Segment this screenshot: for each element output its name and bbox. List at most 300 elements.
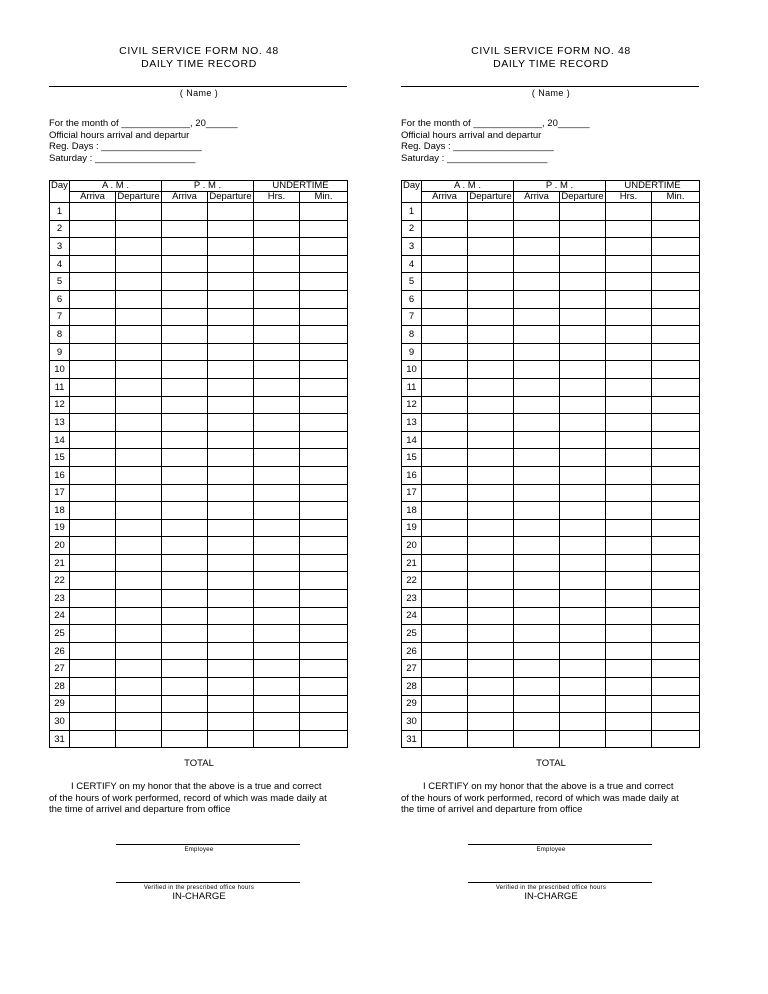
undertime-hrs-cell[interactable] — [254, 255, 300, 273]
undertime-min-cell[interactable] — [300, 326, 348, 344]
am-departure-cell[interactable] — [116, 695, 162, 713]
pm-arrival-cell[interactable] — [514, 502, 560, 520]
pm-departure-cell[interactable] — [208, 290, 254, 308]
pm-departure-cell[interactable] — [208, 326, 254, 344]
am-departure-cell[interactable] — [468, 484, 514, 502]
pm-arrival-cell[interactable] — [514, 326, 560, 344]
am-departure-cell[interactable] — [468, 203, 514, 221]
am-departure-cell[interactable] — [116, 361, 162, 379]
pm-departure-cell[interactable] — [560, 414, 606, 432]
am-arrival-cell[interactable] — [422, 554, 468, 572]
undertime-min-cell[interactable] — [300, 537, 348, 555]
name-line[interactable] — [401, 86, 699, 87]
pm-departure-cell[interactable] — [560, 466, 606, 484]
undertime-hrs-cell[interactable] — [606, 308, 652, 326]
am-arrival-cell[interactable] — [70, 713, 116, 731]
undertime-min-cell[interactable] — [300, 203, 348, 221]
pm-arrival-cell[interactable] — [514, 378, 560, 396]
am-arrival-cell[interactable] — [422, 326, 468, 344]
am-departure-cell[interactable] — [468, 695, 514, 713]
pm-arrival-cell[interactable] — [162, 502, 208, 520]
pm-arrival-cell[interactable] — [514, 713, 560, 731]
pm-departure-cell[interactable] — [208, 255, 254, 273]
am-departure-cell[interactable] — [468, 642, 514, 660]
pm-arrival-cell[interactable] — [162, 678, 208, 696]
undertime-min-cell[interactable] — [652, 554, 700, 572]
pm-arrival-cell[interactable] — [162, 660, 208, 678]
am-departure-cell[interactable] — [116, 343, 162, 361]
pm-departure-cell[interactable] — [208, 273, 254, 291]
am-arrival-cell[interactable] — [70, 572, 116, 590]
pm-departure-cell[interactable] — [560, 519, 606, 537]
undertime-min-cell[interactable] — [300, 449, 348, 467]
pm-departure-cell[interactable] — [208, 695, 254, 713]
am-departure-cell[interactable] — [116, 678, 162, 696]
pm-departure-cell[interactable] — [560, 695, 606, 713]
pm-arrival-cell[interactable] — [162, 238, 208, 256]
undertime-min-cell[interactable] — [652, 607, 700, 625]
undertime-min-cell[interactable] — [300, 238, 348, 256]
am-arrival-cell[interactable] — [422, 590, 468, 608]
pm-arrival-cell[interactable] — [514, 537, 560, 555]
pm-departure-cell[interactable] — [208, 642, 254, 660]
undertime-hrs-cell[interactable] — [606, 361, 652, 379]
undertime-min-cell[interactable] — [652, 361, 700, 379]
am-arrival-cell[interactable] — [70, 519, 116, 537]
undertime-min-cell[interactable] — [652, 255, 700, 273]
pm-arrival-cell[interactable] — [514, 220, 560, 238]
undertime-hrs-cell[interactable] — [606, 607, 652, 625]
pm-arrival-cell[interactable] — [162, 554, 208, 572]
undertime-min-cell[interactable] — [652, 642, 700, 660]
am-arrival-cell[interactable] — [70, 238, 116, 256]
am-arrival-cell[interactable] — [70, 290, 116, 308]
undertime-min-cell[interactable] — [300, 554, 348, 572]
am-arrival-cell[interactable] — [422, 484, 468, 502]
undertime-min-cell[interactable] — [652, 396, 700, 414]
pm-departure-cell[interactable] — [560, 572, 606, 590]
undertime-min-cell[interactable] — [300, 290, 348, 308]
am-arrival-cell[interactable] — [70, 678, 116, 696]
pm-departure-cell[interactable] — [208, 519, 254, 537]
am-departure-cell[interactable] — [116, 220, 162, 238]
undertime-hrs-cell[interactable] — [254, 273, 300, 291]
undertime-hrs-cell[interactable] — [254, 713, 300, 731]
undertime-min-cell[interactable] — [300, 343, 348, 361]
undertime-hrs-cell[interactable] — [254, 220, 300, 238]
undertime-hrs-cell[interactable] — [606, 625, 652, 643]
pm-arrival-cell[interactable] — [514, 607, 560, 625]
undertime-min-cell[interactable] — [652, 343, 700, 361]
undertime-min-cell[interactable] — [652, 537, 700, 555]
undertime-hrs-cell[interactable] — [606, 396, 652, 414]
am-arrival-cell[interactable] — [70, 484, 116, 502]
am-arrival-cell[interactable] — [422, 730, 468, 748]
am-departure-cell[interactable] — [468, 343, 514, 361]
am-departure-cell[interactable] — [116, 484, 162, 502]
pm-departure-cell[interactable] — [560, 396, 606, 414]
undertime-hrs-cell[interactable] — [606, 203, 652, 221]
undertime-hrs-cell[interactable] — [254, 343, 300, 361]
undertime-hrs-cell[interactable] — [254, 607, 300, 625]
am-arrival-cell[interactable] — [422, 466, 468, 484]
undertime-min-cell[interactable] — [300, 431, 348, 449]
am-departure-cell[interactable] — [468, 255, 514, 273]
am-departure-cell[interactable] — [116, 396, 162, 414]
am-arrival-cell[interactable] — [422, 396, 468, 414]
pm-departure-cell[interactable] — [560, 660, 606, 678]
undertime-hrs-cell[interactable] — [254, 449, 300, 467]
am-arrival-cell[interactable] — [70, 255, 116, 273]
undertime-min-cell[interactable] — [652, 326, 700, 344]
pm-arrival-cell[interactable] — [162, 361, 208, 379]
pm-departure-cell[interactable] — [208, 414, 254, 432]
name-line[interactable] — [49, 86, 347, 87]
am-arrival-cell[interactable] — [422, 414, 468, 432]
undertime-hrs-cell[interactable] — [254, 238, 300, 256]
pm-arrival-cell[interactable] — [162, 695, 208, 713]
pm-arrival-cell[interactable] — [514, 678, 560, 696]
am-departure-cell[interactable] — [116, 466, 162, 484]
pm-arrival-cell[interactable] — [514, 361, 560, 379]
am-departure-cell[interactable] — [468, 625, 514, 643]
am-departure-cell[interactable] — [468, 449, 514, 467]
pm-departure-cell[interactable] — [560, 220, 606, 238]
pm-arrival-cell[interactable] — [514, 203, 560, 221]
undertime-min-cell[interactable] — [300, 378, 348, 396]
am-departure-cell[interactable] — [468, 537, 514, 555]
pm-departure-cell[interactable] — [560, 203, 606, 221]
am-departure-cell[interactable] — [468, 308, 514, 326]
am-departure-cell[interactable] — [116, 203, 162, 221]
pm-arrival-cell[interactable] — [162, 414, 208, 432]
pm-departure-cell[interactable] — [560, 361, 606, 379]
undertime-hrs-cell[interactable] — [254, 396, 300, 414]
pm-departure-cell[interactable] — [208, 308, 254, 326]
undertime-hrs-cell[interactable] — [606, 660, 652, 678]
pm-departure-cell[interactable] — [208, 607, 254, 625]
pm-arrival-cell[interactable] — [162, 326, 208, 344]
pm-departure-cell[interactable] — [208, 590, 254, 608]
am-arrival-cell[interactable] — [422, 290, 468, 308]
am-departure-cell[interactable] — [116, 308, 162, 326]
pm-departure-cell[interactable] — [560, 502, 606, 520]
am-arrival-cell[interactable] — [70, 378, 116, 396]
pm-arrival-cell[interactable] — [514, 396, 560, 414]
undertime-min-cell[interactable] — [300, 220, 348, 238]
pm-departure-cell[interactable] — [208, 203, 254, 221]
undertime-min-cell[interactable] — [652, 519, 700, 537]
am-departure-cell[interactable] — [116, 554, 162, 572]
am-departure-cell[interactable] — [468, 238, 514, 256]
pm-departure-cell[interactable] — [208, 678, 254, 696]
pm-arrival-cell[interactable] — [514, 449, 560, 467]
undertime-min-cell[interactable] — [652, 449, 700, 467]
pm-departure-cell[interactable] — [208, 554, 254, 572]
undertime-hrs-cell[interactable] — [606, 484, 652, 502]
am-arrival-cell[interactable] — [422, 502, 468, 520]
am-arrival-cell[interactable] — [422, 660, 468, 678]
am-departure-cell[interactable] — [116, 642, 162, 660]
am-arrival-cell[interactable] — [70, 642, 116, 660]
am-departure-cell[interactable] — [468, 660, 514, 678]
pm-departure-cell[interactable] — [208, 572, 254, 590]
undertime-hrs-cell[interactable] — [254, 554, 300, 572]
am-departure-cell[interactable] — [116, 290, 162, 308]
undertime-min-cell[interactable] — [652, 590, 700, 608]
pm-arrival-cell[interactable] — [162, 273, 208, 291]
am-arrival-cell[interactable] — [422, 695, 468, 713]
pm-departure-cell[interactable] — [560, 554, 606, 572]
pm-departure-cell[interactable] — [208, 449, 254, 467]
undertime-hrs-cell[interactable] — [606, 678, 652, 696]
undertime-min-cell[interactable] — [652, 484, 700, 502]
am-arrival-cell[interactable] — [422, 220, 468, 238]
am-departure-cell[interactable] — [468, 572, 514, 590]
am-arrival-cell[interactable] — [422, 203, 468, 221]
undertime-hrs-cell[interactable] — [606, 326, 652, 344]
am-arrival-cell[interactable] — [422, 343, 468, 361]
am-departure-cell[interactable] — [116, 625, 162, 643]
undertime-min-cell[interactable] — [300, 396, 348, 414]
undertime-min-cell[interactable] — [300, 625, 348, 643]
pm-departure-cell[interactable] — [208, 238, 254, 256]
am-departure-cell[interactable] — [116, 660, 162, 678]
pm-arrival-cell[interactable] — [514, 343, 560, 361]
am-arrival-cell[interactable] — [70, 607, 116, 625]
am-departure-cell[interactable] — [116, 519, 162, 537]
undertime-min-cell[interactable] — [300, 484, 348, 502]
undertime-min-cell[interactable] — [300, 713, 348, 731]
undertime-min-cell[interactable] — [652, 414, 700, 432]
pm-arrival-cell[interactable] — [514, 466, 560, 484]
undertime-hrs-cell[interactable] — [254, 642, 300, 660]
pm-arrival-cell[interactable] — [162, 290, 208, 308]
undertime-min-cell[interactable] — [300, 466, 348, 484]
am-departure-cell[interactable] — [116, 378, 162, 396]
undertime-min-cell[interactable] — [300, 607, 348, 625]
pm-arrival-cell[interactable] — [162, 308, 208, 326]
pm-departure-cell[interactable] — [208, 396, 254, 414]
pm-departure-cell[interactable] — [560, 484, 606, 502]
am-departure-cell[interactable] — [468, 414, 514, 432]
am-arrival-cell[interactable] — [70, 695, 116, 713]
undertime-min-cell[interactable] — [652, 308, 700, 326]
pm-departure-cell[interactable] — [560, 642, 606, 660]
am-departure-cell[interactable] — [468, 466, 514, 484]
am-arrival-cell[interactable] — [422, 361, 468, 379]
am-departure-cell[interactable] — [468, 502, 514, 520]
undertime-hrs-cell[interactable] — [606, 431, 652, 449]
am-departure-cell[interactable] — [116, 502, 162, 520]
undertime-min-cell[interactable] — [652, 713, 700, 731]
am-departure-cell[interactable] — [116, 572, 162, 590]
am-arrival-cell[interactable] — [70, 449, 116, 467]
undertime-hrs-cell[interactable] — [254, 431, 300, 449]
pm-arrival-cell[interactable] — [162, 625, 208, 643]
am-departure-cell[interactable] — [468, 378, 514, 396]
undertime-min-cell[interactable] — [300, 642, 348, 660]
pm-departure-cell[interactable] — [560, 590, 606, 608]
am-arrival-cell[interactable] — [422, 431, 468, 449]
pm-departure-cell[interactable] — [208, 361, 254, 379]
undertime-min-cell[interactable] — [652, 203, 700, 221]
am-departure-cell[interactable] — [116, 255, 162, 273]
undertime-hrs-cell[interactable] — [606, 519, 652, 537]
undertime-hrs-cell[interactable] — [254, 326, 300, 344]
pm-arrival-cell[interactable] — [514, 431, 560, 449]
pm-departure-cell[interactable] — [560, 343, 606, 361]
am-departure-cell[interactable] — [468, 590, 514, 608]
am-arrival-cell[interactable] — [70, 203, 116, 221]
undertime-min-cell[interactable] — [300, 273, 348, 291]
undertime-hrs-cell[interactable] — [606, 414, 652, 432]
undertime-hrs-cell[interactable] — [254, 290, 300, 308]
pm-arrival-cell[interactable] — [514, 484, 560, 502]
undertime-min-cell[interactable] — [300, 308, 348, 326]
pm-departure-cell[interactable] — [560, 625, 606, 643]
am-arrival-cell[interactable] — [70, 361, 116, 379]
undertime-hrs-cell[interactable] — [606, 537, 652, 555]
am-arrival-cell[interactable] — [70, 537, 116, 555]
undertime-min-cell[interactable] — [652, 238, 700, 256]
pm-arrival-cell[interactable] — [514, 414, 560, 432]
undertime-min-cell[interactable] — [652, 502, 700, 520]
am-arrival-cell[interactable] — [70, 431, 116, 449]
undertime-min-cell[interactable] — [652, 660, 700, 678]
pm-arrival-cell[interactable] — [162, 343, 208, 361]
pm-arrival-cell[interactable] — [514, 290, 560, 308]
pm-arrival-cell[interactable] — [514, 625, 560, 643]
undertime-hrs-cell[interactable] — [606, 572, 652, 590]
pm-departure-cell[interactable] — [560, 607, 606, 625]
pm-arrival-cell[interactable] — [162, 642, 208, 660]
am-departure-cell[interactable] — [116, 273, 162, 291]
undertime-hrs-cell[interactable] — [606, 695, 652, 713]
pm-departure-cell[interactable] — [208, 713, 254, 731]
am-departure-cell[interactable] — [116, 238, 162, 256]
undertime-hrs-cell[interactable] — [254, 378, 300, 396]
am-departure-cell[interactable] — [116, 607, 162, 625]
pm-arrival-cell[interactable] — [514, 572, 560, 590]
undertime-min-cell[interactable] — [652, 730, 700, 748]
undertime-hrs-cell[interactable] — [254, 414, 300, 432]
am-arrival-cell[interactable] — [70, 273, 116, 291]
undertime-hrs-cell[interactable] — [606, 730, 652, 748]
undertime-min-cell[interactable] — [300, 572, 348, 590]
undertime-min-cell[interactable] — [300, 695, 348, 713]
undertime-hrs-cell[interactable] — [606, 238, 652, 256]
pm-departure-cell[interactable] — [208, 730, 254, 748]
undertime-min-cell[interactable] — [652, 290, 700, 308]
am-departure-cell[interactable] — [468, 730, 514, 748]
undertime-hrs-cell[interactable] — [254, 730, 300, 748]
am-arrival-cell[interactable] — [70, 466, 116, 484]
pm-departure-cell[interactable] — [560, 326, 606, 344]
undertime-hrs-cell[interactable] — [606, 466, 652, 484]
undertime-hrs-cell[interactable] — [254, 572, 300, 590]
undertime-hrs-cell[interactable] — [606, 642, 652, 660]
pm-arrival-cell[interactable] — [514, 660, 560, 678]
pm-departure-cell[interactable] — [560, 713, 606, 731]
undertime-hrs-cell[interactable] — [254, 519, 300, 537]
pm-departure-cell[interactable] — [560, 273, 606, 291]
am-departure-cell[interactable] — [468, 431, 514, 449]
undertime-hrs-cell[interactable] — [606, 502, 652, 520]
pm-arrival-cell[interactable] — [162, 572, 208, 590]
employee-signature-line[interactable] — [468, 844, 652, 845]
pm-departure-cell[interactable] — [560, 431, 606, 449]
am-arrival-cell[interactable] — [422, 308, 468, 326]
am-departure-cell[interactable] — [116, 590, 162, 608]
undertime-min-cell[interactable] — [652, 220, 700, 238]
pm-departure-cell[interactable] — [560, 378, 606, 396]
am-departure-cell[interactable] — [468, 519, 514, 537]
pm-departure-cell[interactable] — [560, 308, 606, 326]
am-arrival-cell[interactable] — [422, 607, 468, 625]
pm-departure-cell[interactable] — [208, 466, 254, 484]
pm-departure-cell[interactable] — [560, 678, 606, 696]
am-arrival-cell[interactable] — [70, 308, 116, 326]
pm-arrival-cell[interactable] — [514, 642, 560, 660]
undertime-min-cell[interactable] — [300, 519, 348, 537]
undertime-min-cell[interactable] — [300, 502, 348, 520]
employee-signature-line[interactable] — [116, 844, 300, 845]
am-arrival-cell[interactable] — [70, 554, 116, 572]
am-departure-cell[interactable] — [116, 730, 162, 748]
am-departure-cell[interactable] — [468, 678, 514, 696]
undertime-hrs-cell[interactable] — [254, 590, 300, 608]
pm-arrival-cell[interactable] — [162, 255, 208, 273]
undertime-hrs-cell[interactable] — [254, 660, 300, 678]
am-departure-cell[interactable] — [468, 361, 514, 379]
pm-arrival-cell[interactable] — [514, 238, 560, 256]
am-arrival-cell[interactable] — [422, 713, 468, 731]
am-arrival-cell[interactable] — [70, 220, 116, 238]
undertime-min-cell[interactable] — [652, 572, 700, 590]
am-departure-cell[interactable] — [116, 449, 162, 467]
pm-arrival-cell[interactable] — [514, 273, 560, 291]
am-arrival-cell[interactable] — [422, 642, 468, 660]
pm-arrival-cell[interactable] — [162, 378, 208, 396]
pm-arrival-cell[interactable] — [514, 590, 560, 608]
pm-departure-cell[interactable] — [560, 537, 606, 555]
undertime-hrs-cell[interactable] — [254, 308, 300, 326]
pm-departure-cell[interactable] — [560, 238, 606, 256]
pm-departure-cell[interactable] — [208, 431, 254, 449]
undertime-hrs-cell[interactable] — [254, 361, 300, 379]
pm-arrival-cell[interactable] — [162, 203, 208, 221]
undertime-hrs-cell[interactable] — [606, 255, 652, 273]
undertime-hrs-cell[interactable] — [254, 625, 300, 643]
am-arrival-cell[interactable] — [422, 519, 468, 537]
pm-departure-cell[interactable] — [208, 502, 254, 520]
undertime-hrs-cell[interactable] — [606, 590, 652, 608]
pm-arrival-cell[interactable] — [162, 607, 208, 625]
am-arrival-cell[interactable] — [422, 449, 468, 467]
pm-departure-cell[interactable] — [560, 730, 606, 748]
am-arrival-cell[interactable] — [70, 326, 116, 344]
pm-departure-cell[interactable] — [560, 449, 606, 467]
undertime-hrs-cell[interactable] — [254, 502, 300, 520]
pm-departure-cell[interactable] — [560, 290, 606, 308]
undertime-min-cell[interactable] — [300, 590, 348, 608]
am-arrival-cell[interactable] — [422, 255, 468, 273]
am-departure-cell[interactable] — [116, 431, 162, 449]
am-arrival-cell[interactable] — [422, 625, 468, 643]
pm-arrival-cell[interactable] — [514, 255, 560, 273]
am-arrival-cell[interactable] — [70, 414, 116, 432]
